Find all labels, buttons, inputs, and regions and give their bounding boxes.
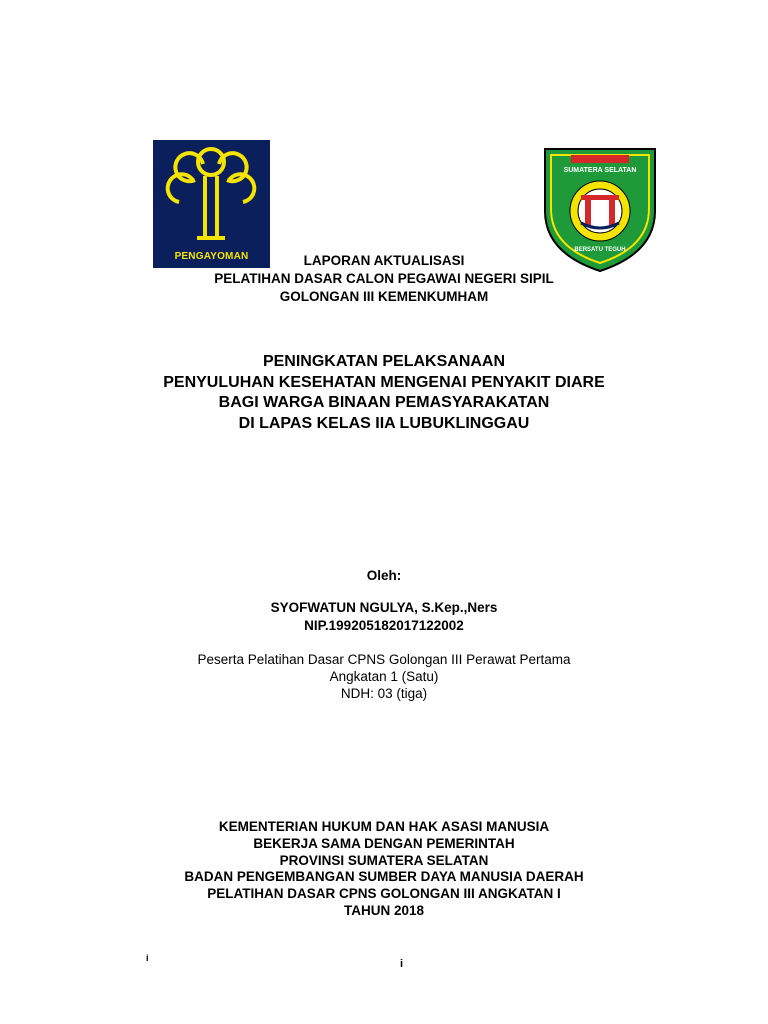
by-label: Oleh:	[366, 568, 402, 583]
title-line-1: PENINGKATAN PELAKSANAAN	[262, 353, 506, 370]
footer-line-4: BADAN PENGEMBANGAN SUMBER DAYA MANUSIA DAERAH	[184, 869, 584, 884]
footer-line-1: KEMENTERIAN HUKUM DAN HAK ASASI MANUSIA	[218, 819, 550, 834]
title-line-3: BAGI WARGA BINAAN PEMASYARAKATAN	[218, 394, 550, 411]
footer-line-6: TAHUN 2018	[343, 903, 425, 918]
logo-caption: PENGAYOMAN	[174, 251, 249, 262]
title-line-4: DI LAPAS KELAS IIA LUBUKLINGGAU	[238, 415, 530, 432]
participant-line-2: Angkatan 1 (Satu)	[329, 669, 439, 684]
report-type-line: LAPORAN AKTUALISASI	[303, 253, 465, 268]
author-name: SYOFWATUN NGULYA, S.Kep.,Ners	[270, 600, 498, 615]
participant-line-1: Peserta Pelatihan Dasar CPNS Golongan III Perawat Pertama	[197, 652, 571, 667]
training-name-line: PELATIHAN DASAR CALON PEGAWAI NEGERI SIPIL	[214, 271, 554, 286]
participant-line-3: NDH: 03 (tiga)	[340, 686, 428, 701]
logo-top-text: SUMATERA SELATAN	[563, 167, 637, 174]
logo-bottom-text: BERSATU TEGUH	[574, 247, 626, 253]
page-number-center: i	[399, 958, 404, 970]
title-line-2: PENYULUHAN KESEHATAN MENGENAI PENYAKIT DIARE	[163, 374, 605, 391]
footer-line-5: PELATIHAN DASAR CPNS GOLONGAN III ANGKATAN I	[207, 886, 561, 901]
author-nip: NIP.199205182017122002	[304, 618, 464, 633]
footer-line-2: BEKERJA SAMA DENGAN PEMERINTAH	[253, 836, 515, 851]
footer-line-3: PROVINSI SUMATERA SELATAN	[279, 853, 489, 868]
pengayoman-tree-icon	[153, 140, 270, 250]
page-number-left: i	[146, 953, 149, 963]
kemenkumham-logo	[153, 140, 270, 268]
golongan-line: GOLONGAN III KEMENKUMHAM	[279, 289, 489, 304]
